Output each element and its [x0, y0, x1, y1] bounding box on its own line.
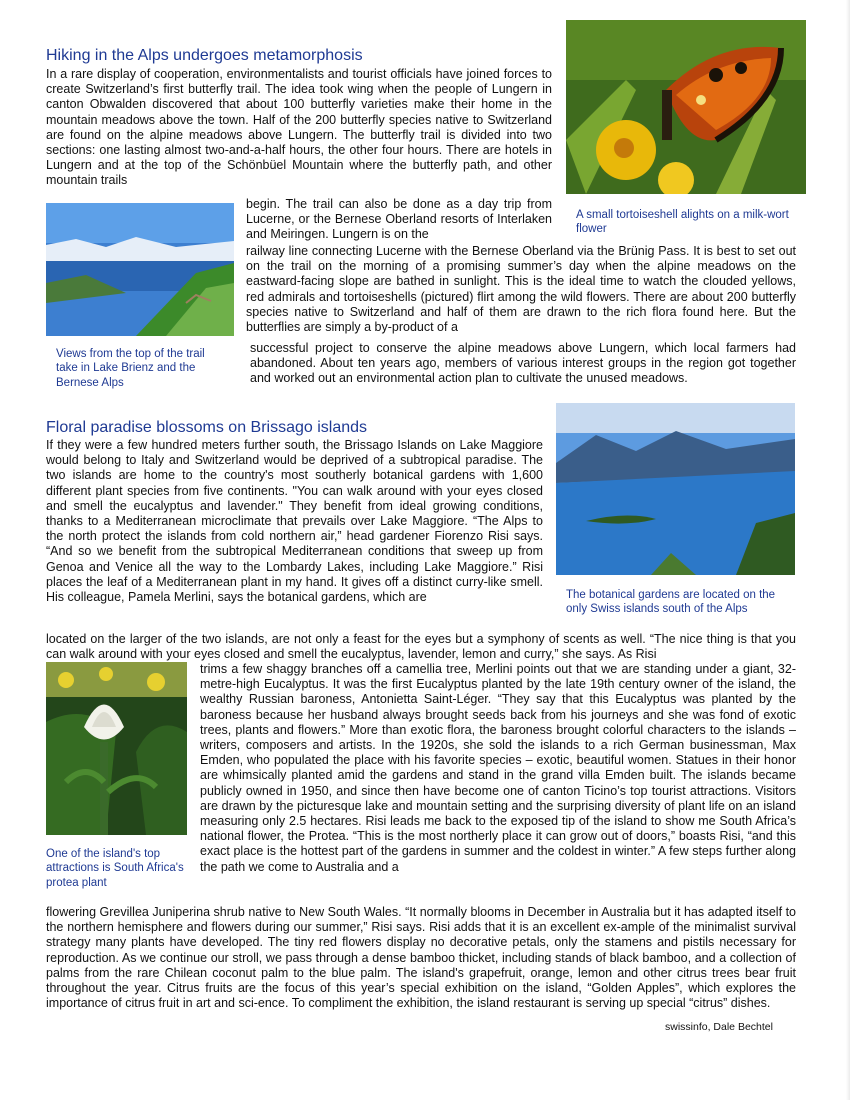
lake-brienz-photo [46, 203, 234, 336]
paragraph-brissago-grevillea: flowering Grevillea Juniperina shrub native to New South Wales. “It normally blooms in December in Australia but it has adapted itself to the northern hemisphere and flowers during our summer,” Risi says. Risi adds that it is an excellent ex-ample of the minimalist survival strategy many plants have developed. The tiny red flowers display no decorative petals, only the stamens and pistils necessary for reproduction. As we continue our stroll, we pass through a dense bamboo thicket, including stands of black bamboo, and a collection of palms from the rare Chilean coconut palm to the blue palm. The island's grapefruit, orange, lemon and other citrus trees bear fruit throughout the year. Citrus fruits are the focus of this year’s special exhibition on the island, “Golden Apples”, which explores the importance of citrus fruit in art and sci-ence. To compliment the exhibition, the island restaurant is serving up special “citrus” dishes. [46, 905, 796, 1011]
paragraph-butterfly-trail-begin: begin. The trail can also be done as a day trip from Lucerne, or the Bernese Oberland resorts of Interlaken and Meiringen. Lungern is on the [246, 197, 552, 242]
paragraph-brissago-eucalyptus: trims a few shaggy branches off a camellia tree, Merlini points out that we are standing under a giant, 32-metre-high Eucalyptus. It was the first Eucalyptus planted by the late 19th century owner of the island, the wealthy Russian baroness, Antonietta Saint-Léger. “They say that this Eucalyptus was planted by the baroness because her husband always brought seeds back from his journeys and she was fond of exotic trees, plants and flowers.” More than exotic flora, the baroness brought colorful characters to the islands – writers, composers and artists. In the 1920s, she sold the islands to a rich German businessman, Max Emden, who populated the place with his favorite species – exotic, beautiful women. Statues in their honor are whimsically planted amid the gardens and stand in the grand villa Emden built. The islands became publicly owned in 1950, and since then have become one of canton Ticino’s top tourist attractions. Visitors are drawn by the picturesque lake and mountain setting and the surprising diversity of plant life on an island measuring only 2.5 hectares. Risi leads me back to the exposed tip of the island to show me South Africa’s national flower, the Protea. “This is the most northerly place it can grow out of doors,” boasts Risi, “and this exact place is the hottest part of the gardens in summer and the coldest in winter.” A few steps further along the path we come to Australia and a [200, 662, 796, 874]
caption-protea: One of the island's top attractions is South Africa's protea plant [46, 848, 184, 889]
protea-plant-photo [46, 662, 187, 835]
paragraph-brissago-scents: located on the larger of the two islands, are not only a feast for the eyes but a symphony of scents as well. “The nice thing is that you can walk around with your eyes closed and smell the eucalyptus, lavender, lemon and curry,” she says. As Risi [46, 632, 796, 662]
paragraph-butterfly-railway: railway line connecting Lucerne with the Bernese Oberland via the Brünig Pass. It is best to set out on the trail on the morning of a promising summer’s day when the alpine meadows on the eastward-facing slope are bathed in sunlight. This is the ideal time to watch the clouded yellows, red admirals and tortoiseshells (pictured) flirt among the wild flowers. There are about 200 butterfly species native to Switzerland and half of them are drawn to the rich flora found here. But the butterflies are simply a by-product of a [246, 244, 796, 335]
caption-lake-brienz: Views from the top of the trail take in Lake Brienz and the Bernese Alps [56, 348, 205, 389]
brissago-islands-photo [556, 403, 795, 575]
paragraph-brissago-intro: If they were a few hundred meters further south, the Brissago Islands on Lake Maggiore would belong to Italy and Switzerland would be deprived of a subtropical paradise. The two islands are home to the country's most southerly botanical gardens with 1,600 different plant species from five continents. "You can walk around with your eyes closed and smell the eucalyptus and lavender." They benefit from ideal growing conditions, thanks to a Mediterranean microclimate that prevails over Lake Maggiore. “The Alps to the north protect the islands from cold northern air,” head gardener Fiorenzo Risi says. “And so we benefit from the subtropical Mediterranean conditions that sweep up from Genoa and Venice all the way to the Lombardy Lakes, including Lake Maggiore.” Risi places the leaf of a Mediterranean plant in my hand. It gives off a distinct curry-like smell. His colleague, Pamela Merlini, says the botanical gardens, which are [46, 438, 543, 605]
butterfly-photo [566, 20, 806, 194]
paragraph-butterfly-intro: In a rare display of cooperation, environmentalists and tourist officials have joined forces to create Switzerland’s first butterfly trail. The idea took wing when the people of Lungern in canton Obwalden discovered that about 100 butterfly varieties make their home in the mountain meadows above the town. Half of the 200 butterfly species native to Switzerland are found on the alpine meadows above Lungern. The butterfly trail is divided into two sections: one lasting almost two-and-a-half hours, the other four hours. There are hotels in Lungern and at the top of the Schönbüel Mountain where the butterfly path, and other mountain trails [46, 67, 552, 188]
article-credit: swissinfo, Dale Bechtel [665, 1021, 773, 1033]
caption-butterfly: A small tortoiseshell alights on a milk-wort flower [576, 209, 789, 236]
scan-edge [846, 0, 850, 1100]
paragraph-butterfly-conservation: successful project to conserve the alpine meadows above Lungern, which local farmers had abandoned. About ten years ago, members of various interest groups in the region got together and worked out an environmental action plan to cultivate the unused meadows. [250, 341, 796, 386]
section-heading-butterfly-trail: Hiking in the Alps undergoes metamorphosis [46, 47, 363, 64]
section-heading-brissago-islands: Floral paradise blossoms on Brissago islands [46, 419, 368, 436]
caption-brissago-islands: The botanical gardens are located on the only Swiss islands south of the Alps [566, 589, 776, 616]
